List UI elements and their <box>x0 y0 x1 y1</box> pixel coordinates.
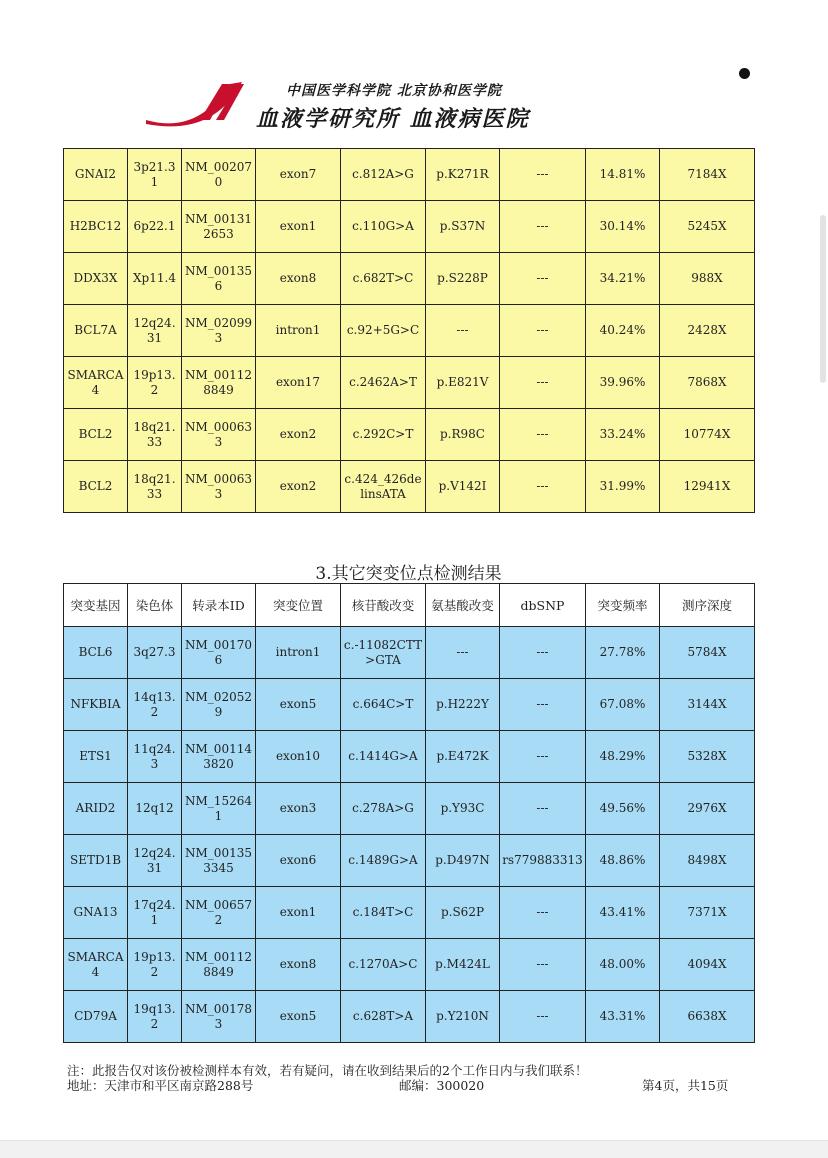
table-cell: intron1 <box>256 627 341 679</box>
column-header: 测序深度 <box>660 584 755 627</box>
table-cell: exon8 <box>256 939 341 991</box>
table-cell: exon17 <box>256 357 341 409</box>
table-cell: NM_001353345 <box>182 835 256 887</box>
table-cell: NM_001706 <box>182 627 256 679</box>
table-cell: p.Y210N <box>426 991 500 1043</box>
footer-note: 注：此报告仅对该份被检测样本有效，若有疑问，请在收到结果后的2个工作日内与我们联系！ <box>67 1063 588 1078</box>
table-cell: --- <box>500 939 586 991</box>
table-cell: p.S37N <box>426 201 500 253</box>
table-cell: exon5 <box>256 991 341 1043</box>
table-row <box>64 253 755 305</box>
table-cell: 3p21.31 <box>128 149 182 201</box>
table-cell: --- <box>500 149 586 201</box>
table-cell: NM_020993 <box>182 305 256 357</box>
table-cell: NFKBIA <box>64 679 128 731</box>
table-cell: ARID2 <box>64 783 128 835</box>
table-cell: BCL7A <box>64 305 128 357</box>
table-cell: 2976X <box>660 783 755 835</box>
table-cell: Xp11.4 <box>128 253 182 305</box>
table-cell: NM_006572 <box>182 887 256 939</box>
table-cell: 34.21% <box>586 253 660 305</box>
table-cell: c.1489G>A <box>341 835 426 887</box>
table-cell: 988X <box>660 253 755 305</box>
table-cell: GNA13 <box>64 887 128 939</box>
table-cell: c.682T>C <box>341 253 426 305</box>
table-cell: p.S228P <box>426 253 500 305</box>
table-cell: exon8 <box>256 253 341 305</box>
table-cell: CD79A <box>64 991 128 1043</box>
table-cell: 8498X <box>660 835 755 887</box>
table-cell: 48.86% <box>586 835 660 887</box>
viewer-bottom-edge <box>0 1140 828 1158</box>
table-cell: c.92+5G>C <box>341 305 426 357</box>
mutation-table-continued <box>63 148 755 513</box>
table-row <box>64 305 755 357</box>
logo-institution-line1: 中国医学科学院 北京协和医学院 <box>286 83 502 99</box>
table-cell: 18q21.33 <box>128 461 182 513</box>
hospital-logo <box>144 76 564 136</box>
table-cell: --- <box>500 783 586 835</box>
footer-address: 地址：天津市和平区南京路288号 <box>67 1078 254 1093</box>
table-cell: p.E472K <box>426 731 500 783</box>
table-cell: --- <box>500 253 586 305</box>
table-cell: NM_001143820 <box>182 731 256 783</box>
table-cell: c.278A>G <box>341 783 426 835</box>
table-cell: NM_000633 <box>182 409 256 461</box>
table-cell: SETD1B <box>64 835 128 887</box>
scrollbar-thumb[interactable] <box>820 215 826 383</box>
table-cell: --- <box>500 731 586 783</box>
table-row <box>64 461 755 513</box>
column-header: 核苷酸改变 <box>341 584 426 627</box>
table-cell: c.664C>T <box>341 679 426 731</box>
table-cell: NM_152641 <box>182 783 256 835</box>
table-cell: 19q13.2 <box>128 991 182 1043</box>
table-cell: --- <box>500 305 586 357</box>
table-cell: p.D497N <box>426 835 500 887</box>
table-cell: NM_000633 <box>182 461 256 513</box>
table-cell: NM_002070 <box>182 149 256 201</box>
table-cell: exon3 <box>256 783 341 835</box>
table-cell: NM_001312653 <box>182 201 256 253</box>
table-row <box>64 835 755 887</box>
table-cell: p.V142I <box>426 461 500 513</box>
page-dot-marker <box>739 68 750 79</box>
table-cell: c.812A>G <box>341 149 426 201</box>
table-cell: BCL2 <box>64 461 128 513</box>
table-row <box>64 409 755 461</box>
table-cell: c.292C>T <box>341 409 426 461</box>
table-cell: --- <box>500 357 586 409</box>
table-cell: p.E821V <box>426 357 500 409</box>
table-cell: 18q21.33 <box>128 409 182 461</box>
table-cell: exon10 <box>256 731 341 783</box>
table-row <box>64 731 755 783</box>
table-cell: rs779883313 <box>500 835 586 887</box>
table-cell: 3q27.3 <box>128 627 182 679</box>
other-mutation-table <box>63 583 755 1043</box>
table-cell: c.424_426delinsATA <box>341 461 426 513</box>
table-cell: 12941X <box>660 461 755 513</box>
table-cell: SMARCA4 <box>64 939 128 991</box>
table-cell: exon7 <box>256 149 341 201</box>
column-header: 氨基酸改变 <box>426 584 500 627</box>
table-cell: c.110G>A <box>341 201 426 253</box>
table-cell: 40.24% <box>586 305 660 357</box>
table-cell: --- <box>500 409 586 461</box>
table-cell: exon1 <box>256 887 341 939</box>
table-cell: --- <box>500 887 586 939</box>
column-header: 突变基因 <box>64 584 128 627</box>
table-cell: --- <box>500 627 586 679</box>
table-cell: exon6 <box>256 835 341 887</box>
table-cell: NM_001783 <box>182 991 256 1043</box>
table-cell: 31.99% <box>586 461 660 513</box>
table-cell: 12q12 <box>128 783 182 835</box>
table-cell: 49.56% <box>586 783 660 835</box>
table-cell: 67.08% <box>586 679 660 731</box>
table-cell: --- <box>500 679 586 731</box>
table-cell: 14q13.2 <box>128 679 182 731</box>
table-cell: 7371X <box>660 887 755 939</box>
table-cell: NM_001128849 <box>182 939 256 991</box>
table-cell: exon2 <box>256 409 341 461</box>
table-cell: 7184X <box>660 149 755 201</box>
table-cell: c.1414G>A <box>341 731 426 783</box>
table-cell: 30.14% <box>586 201 660 253</box>
section-title: 3.其它突变位点检测结果 <box>315 564 502 584</box>
table-cell: SMARCA4 <box>64 357 128 409</box>
table-cell: p.M424L <box>426 939 500 991</box>
table-cell: p.S62P <box>426 887 500 939</box>
table-cell: p.R98C <box>426 409 500 461</box>
table-cell: 43.41% <box>586 887 660 939</box>
table-cell: 17q24.1 <box>128 887 182 939</box>
table-cell: 12q24.31 <box>128 305 182 357</box>
table-cell: --- <box>426 305 500 357</box>
table-cell: 14.81% <box>586 149 660 201</box>
table-cell: intron1 <box>256 305 341 357</box>
table-cell: NM_001356 <box>182 253 256 305</box>
table-cell: p.K271R <box>426 149 500 201</box>
table-cell: BCL6 <box>64 627 128 679</box>
table-cell: ETS1 <box>64 731 128 783</box>
table-cell: 11q24.3 <box>128 731 182 783</box>
column-header: 转录本ID <box>182 584 256 627</box>
footer-zipcode: 邮编：300020 <box>399 1078 485 1093</box>
table-cell: 33.24% <box>586 409 660 461</box>
table-cell: BCL2 <box>64 409 128 461</box>
table-row <box>64 887 755 939</box>
table-row <box>64 939 755 991</box>
table-cell: --- <box>500 461 586 513</box>
table-row <box>64 149 755 201</box>
table-row <box>64 201 755 253</box>
table-cell: 43.31% <box>586 991 660 1043</box>
table-cell: --- <box>426 627 500 679</box>
table-cell: 4094X <box>660 939 755 991</box>
table-cell: 10774X <box>660 409 755 461</box>
table-cell: 5245X <box>660 201 755 253</box>
table-row <box>64 783 755 835</box>
logo-institution-line2: 血液学研究所 血液病医院 <box>256 106 530 132</box>
table-cell: 7868X <box>660 357 755 409</box>
table-cell: H2BC12 <box>64 201 128 253</box>
table-row <box>64 679 755 731</box>
table-cell: 6638X <box>660 991 755 1043</box>
table-header-row <box>64 584 755 627</box>
table-cell: 5328X <box>660 731 755 783</box>
column-header: 突变频率 <box>586 584 660 627</box>
table-cell: GNAI2 <box>64 149 128 201</box>
table-cell: 3144X <box>660 679 755 731</box>
table-cell: --- <box>500 991 586 1043</box>
table-cell: NM_001128849 <box>182 357 256 409</box>
table-cell: 39.96% <box>586 357 660 409</box>
table-cell: 27.78% <box>586 627 660 679</box>
table-cell: NM_020529 <box>182 679 256 731</box>
table-cell: c.1270A>C <box>341 939 426 991</box>
table-cell: 5784X <box>660 627 755 679</box>
table-cell: --- <box>500 201 586 253</box>
table-cell: p.H222Y <box>426 679 500 731</box>
table-cell: 6p22.1 <box>128 201 182 253</box>
table-cell: exon2 <box>256 461 341 513</box>
table-cell: 12q24.31 <box>128 835 182 887</box>
footer-page-number: 第4页，共15页 <box>642 1078 729 1093</box>
table-cell: 19p13.2 <box>128 357 182 409</box>
table-cell: c.-11082CTT>GTA <box>341 627 426 679</box>
table-row <box>64 357 755 409</box>
table-cell: 19p13.2 <box>128 939 182 991</box>
table-cell: 48.29% <box>586 731 660 783</box>
table-cell: c.2462A>T <box>341 357 426 409</box>
table-cell: c.184T>C <box>341 887 426 939</box>
table-row <box>64 627 755 679</box>
column-header: 突变位置 <box>256 584 341 627</box>
table-row <box>64 991 755 1043</box>
table-cell: 2428X <box>660 305 755 357</box>
table-cell: DDX3X <box>64 253 128 305</box>
logo-swoosh-icon <box>144 76 254 134</box>
table-cell: p.Y93C <box>426 783 500 835</box>
table-cell: exon1 <box>256 201 341 253</box>
table-cell: c.628T>A <box>341 991 426 1043</box>
table-cell: exon5 <box>256 679 341 731</box>
column-header: 染色体 <box>128 584 182 627</box>
table-cell: 48.00% <box>586 939 660 991</box>
column-header: dbSNP <box>500 584 586 627</box>
